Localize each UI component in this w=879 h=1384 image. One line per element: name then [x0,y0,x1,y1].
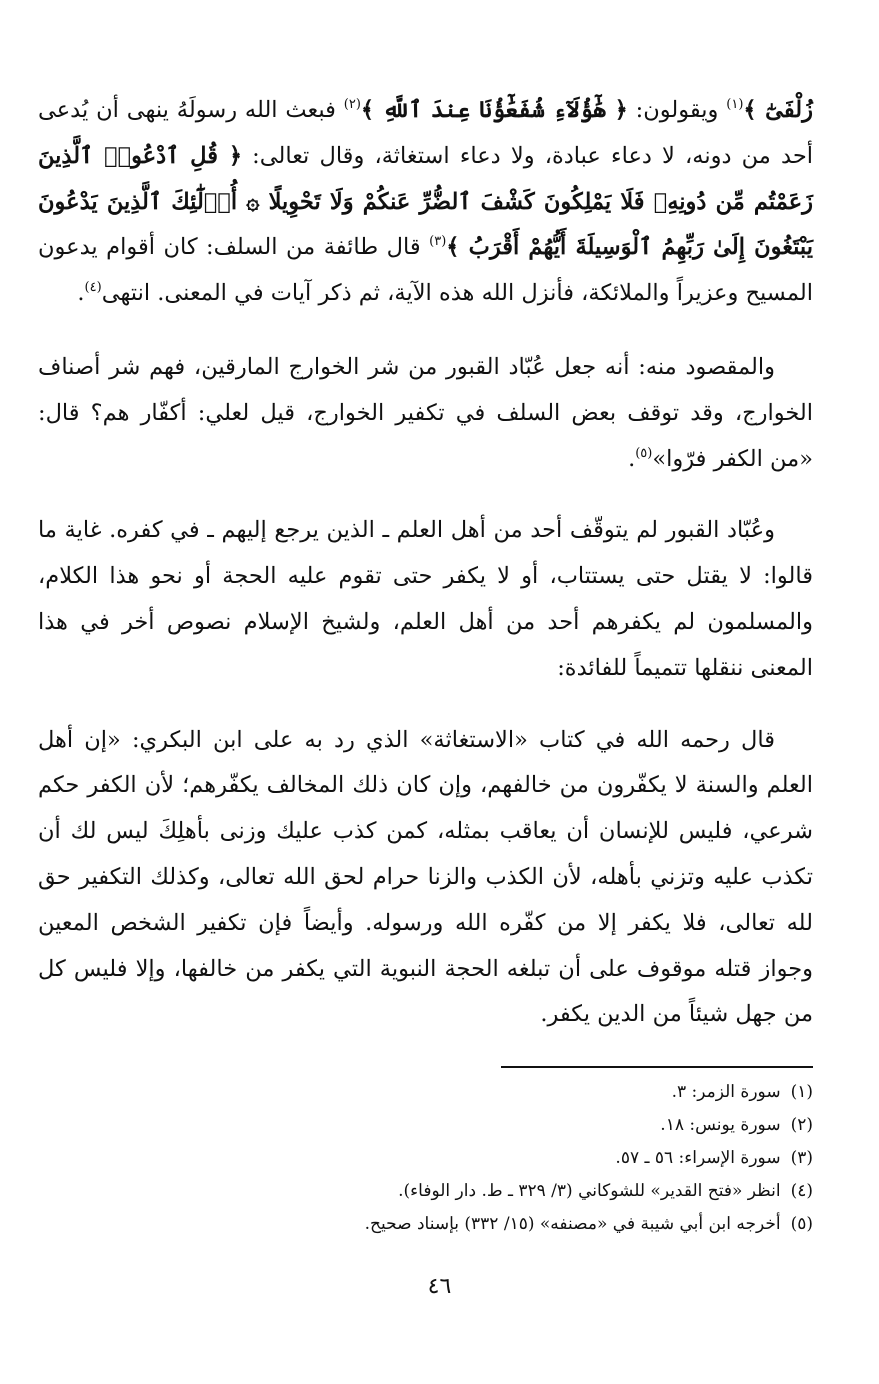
quran-quote: زُلْفَىٰٓ ﴾ [743,97,813,123]
paragraph-p3 [38,508,813,691]
footnote-text: سورة يونس: ١٨. [660,1115,781,1136]
body-text [38,88,813,1038]
book-page [38,88,813,1384]
footnote-marker: (١) [726,97,744,112]
footnote-number: (١) [790,1082,813,1103]
paragraph-p2 [38,345,813,482]
footnote-item [38,1076,813,1109]
footnote-item [38,1142,813,1175]
text-run: قال طائفة من السلف: كان أقوام يدعون المسيح وعزيراً والملائكة، فأنزل الله هذه الآية، ثم ذكر آيات في المعنى. انتهى [38,234,813,307]
footnote-item [38,1109,813,1142]
quran-quote: ﴿ قُلِ ٱدْعُوا۟ ٱلَّذِينَ زَعَمْتُم مِّن دُونِهِۦ فَلَا يَمْلِكُونَ كَشْفَ ٱلضُّرِّ عَنكُمْ وَلَا تَحْوِيلًا ۞ أُو۟لَٰٓئِكَ ٱلَّذِينَ يَدْعُونَ يَبْتَغُونَ إِلَىٰ رَبِّهِمُ ٱلْوَسِيلَةَ أَيُّهُمْ أَقْرَبُ ﴾ [38,142,813,261]
footnote-number: (٢) [790,1115,813,1136]
paragraph-p1 [38,88,813,317]
footnote-text: سورة الإسراء: ٥٦ ـ ٥٧. [615,1148,781,1169]
footnote-item [38,1175,813,1208]
footnote-marker: (٥) [635,445,653,461]
footnote-divider [501,1066,813,1068]
quran-quote: ﴿ هَٰٓؤُلَآءِ شُفَعَٰٓؤُنَا عِندَ ٱللَّهِ ﴾ [360,97,628,123]
footnotes-list [38,1076,813,1241]
footnote-number: (٤) [790,1181,813,1202]
text-run: . [77,280,85,307]
text-run: والمقصود منه: أنه جعل عُبّاد القبور من شر الخوارج المارقين، فهم شر أصناف الخوارج، وقد توقف بعض السلف في تكفير الخوارج، قيل لعلي: أكفّار هم؟ قال: «من الكفر فرّوا» [38,353,813,472]
text-run: فبعث الله رسولَهُ ينهى أن يُدعى أحد من دونه، لا دعاء عبادة، ولا دعاء استغاثة، وقال تعالى: [38,97,813,169]
page-number: ٤٦ [427,1274,452,1299]
footnote-marker: (٤) [84,280,102,296]
footnote-marker: (٣) [429,234,447,250]
paragraph-p4 [38,718,813,1039]
footnote-text: انظر «فتح القدير» للشوكاني (٣/ ٣٢٩ ـ ط. دار الوفاء). [398,1181,781,1202]
text-run: وعُبّاد القبور لم يتوقّف أحد من أهل العلم ـ الذين يرجع إليهم ـ في كفره. غاية ما قالوا: لا يقتل حتى يستتاب، أو لا يكفر حتى تقوم عليه الحجة أو نحو هذا الكلام، والمسلمون لم يكفرهم أحد من أهل العلم، ولشيخ الإسلام نصوص أخر في هذا المعنى ننقلها تتميماً للفائدة: [38,517,813,681]
footnote-marker: (٢) [343,97,361,112]
footnote-item [38,1208,813,1241]
text-run: . [628,445,636,472]
footnote-text: أخرجه ابن أبي شيبة في «مصنفه» (١٥/ ٣٣٢) بإسناد صحيح. [364,1214,781,1235]
text-run: قال رحمه الله في كتاب «الاستغاثة» الذي رد به على ابن البكري: «إن أهل العلم والسنة لا يكفّرون من خالفهم، وإن كان ذلك المخالف يكفّرهم؛ لأن الكفر حكم شرعي، فليس للإنسان أن يعاقب بمثله، كمن كذب عليك وزنى بأهلِكَ ليس لك أن تكذب عليه وتزني بأهله، لأن الكذب والزنا حرام لحق الله تعالى، وكذلك التكفير حق لله تعالى، فلا يكفر إلا من كفّره الله ورسوله. وأيضاً فإن تكفير الشخص المعين وجواز قتله موقوف على أن تبلغه الحجة النبوية التي يكفر من خالفها، وإلا فليس كل من جهل شيئاً من الدين يكفر. [38,726,813,1028]
footnote-text: سورة الزمر: ٣. [671,1082,781,1103]
footnote-number: (٥) [790,1214,813,1235]
footnote-number: (٣) [790,1148,813,1169]
text-run: ويقولون: [627,97,727,123]
